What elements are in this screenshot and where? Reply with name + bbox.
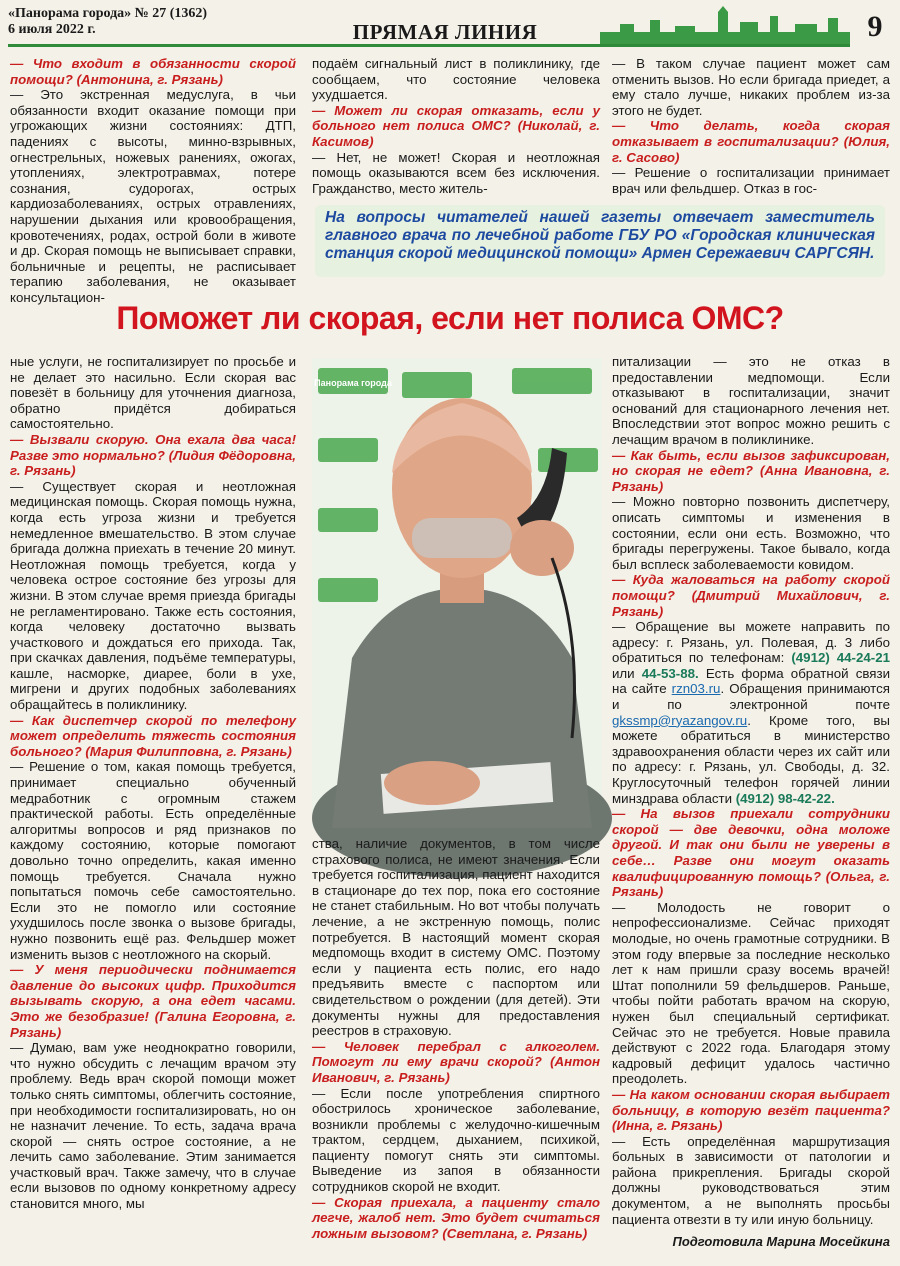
article-headline: Поможет ли скорая, если нет полиса ОМС? bbox=[116, 300, 784, 336]
answer: — Можно повторно позвонить диспетчеру, описать симптомы и изменения в состоянии, если они есть. Возможно, что бригады перегружены. Такое бывало, когда был всплеск заболеваемости ковидом. bbox=[612, 494, 890, 572]
issue-date: 6 июля 2022 г. bbox=[8, 22, 96, 37]
question: — Может ли скорая отказать, если у больного нет полиса ОМС? (Николай, г. Касимов) bbox=[312, 102, 600, 149]
email-link: gkssmp@ryazangov.ru bbox=[612, 712, 748, 728]
question: — Вызвали скорую. Она ехала два часа! Разве это нормально? (Лидия Фёдоровна, г. Рязань) bbox=[10, 431, 296, 479]
answer: — Если после употребления спиртного обострилось хроническое заболевание, возникли проблемы с желудочно-кишечным трактом, сердцем, дыханием, психикой, пациенту помогут снять эти симптомы. Выведение из запоя в обязанности сотрудников скорой не входит. bbox=[312, 1085, 600, 1195]
newspaper-issue: «Панорама города» № 27 (1362) bbox=[8, 6, 208, 21]
column-2-top bbox=[312, 56, 600, 206]
city-skyline-icon bbox=[600, 6, 850, 46]
answer: ства, наличие документов, в том числе страхового полиса, не имеют значения. Если требуется госпитализация, пациент находится в стационаре до тех пор, пока его состояние не станет стабильным. Но вот чтобы получать лечение, а не экстренную помощь, полис потребуется. В настоящий момент скорая медпомощь входит в систему ОМС. Поэтому если у пациента есть полис, его надо предъявить вместе с паспортом или свидетельством о рождении (для детей). Эти документы нужны для предоставления реестров в страховую. bbox=[312, 836, 600, 1039]
answer: — Нет, не может! Скорая и неотложная помощь оказываются всем без исключения. Гражданство, место житель- bbox=[312, 149, 600, 196]
question: — Скорая приехала, а пациенту стало легче, жалоб нет. Это будет считаться ложным вызовом? (Светлана, г. Рязань) bbox=[312, 1194, 600, 1241]
column-1-top bbox=[10, 56, 296, 305]
question: — Что делать, когда скорая отказывает в госпитализации? (Юлия, г. Сасово) bbox=[612, 118, 890, 165]
masthead-info bbox=[8, 6, 278, 38]
phone-number: 44-53-88. bbox=[641, 665, 699, 681]
phone-number: (4912) 44-24-21 bbox=[791, 650, 890, 666]
column-1 bbox=[10, 354, 296, 1246]
interviewee-photo bbox=[312, 358, 602, 828]
byline: Подготовила Марина Мосейкина bbox=[672, 1234, 890, 1249]
answer: — Это экстренная медуслуга, в чьи обязанности входит оказание помощи при угрожающих жизни состояниях: ДТП, падениях с высоты, минно-взрывных, огнестрельных, ножевых ранениях, ожогах, утоплениях, электротравмах, потере сознания, судорогах, острых кардиозаболеваниях, острых отравлениях, нарушении дыхания или кровообращения, кровотечениях, родах, острой боли в животе и др. Скорая помощь не выписывает справки, больничные и рецепты, не расписывает терапию заболевания, не оказывает консультацион- bbox=[10, 87, 296, 305]
question: — На вызов приехали сотрудники скорой — две девочки, одна моложе другой. И так они были не уверены в себе… Разве они могут оказать квалифицированную помощь? (Ольга, г. Рязань) bbox=[612, 806, 890, 900]
phone-number: (4912) 98-42-22. bbox=[735, 790, 835, 806]
column-3 bbox=[612, 354, 890, 1230]
question: — На каком основании скорая выбирает больницу, в которую везёт пациента? (Инна, г. Рязань) bbox=[612, 1086, 890, 1134]
answer: — Есть определённая маршрутизация больных в зависимости от патологии и района прикрепления. Бригады скорой должны руководствоваться этим документом, а не выполнять просьбы пациента отвезти в ту или иную больницу. bbox=[612, 1133, 890, 1227]
answer: — В таком случае пациент может сам отменить вызов. Но если бригада приедет, а ему стало лучше, никаких проблем из-за этого не будет. bbox=[612, 56, 890, 118]
answer: — Существует скорая и неотложная медицинская помощь. Скорая помощь нужна, когда есть угроза жизни и требуется немедленное вмешательство. В этом случае бригада должна приехать в течение 20 минут. Неотложная помощь требуется, когда у человека острое состояние без угрозы для жизни. В этом случае время приезда бригады не регламентировано. Также есть состояния, когда человеку достаточно вызвать участкового и дождаться его прихода. Так, при скачках давления, подъёме температуры, кашле, насморке, диарее, боли в ухе, мигрени и других подобных заболеваниях обращайтесь в поликлинику. bbox=[10, 478, 296, 713]
header-divider bbox=[8, 44, 850, 47]
answer: — Решение о том, какая помощь требуется, принимает специально обученный медработник с огромным стажем практической работы. Есть определённые алгоритмы вопросов и ряд признаков по каждому состоянию, которые помогают довольно точно определить, какая именно помощь требуется. Сначала нужно попытаться помочь себе самостоятельно. Если это не помогло или состояние ухудшилось после звонка о вызове бригады, нужно позвонить ещё раз. Фельдшер может изменить вызов с неотложного на скорый. bbox=[10, 759, 296, 962]
website-link: rzn03.ru bbox=[671, 681, 721, 697]
question: — Куда жаловаться на работу скорой помощи? (Дмитрий Михайлович, г. Рязань) bbox=[612, 572, 890, 619]
question: — Как быть, если вызов зафиксирован, но скорая не едет? (Анна Ивановна, г. Рязань) bbox=[612, 447, 890, 494]
answer: ные услуги, не госпитализирует по просьбе и не делает это насильно. Если скорая вас повезёт в больницу для уточнения диагноза, обратно придётся добираться самостоятельно. bbox=[10, 354, 296, 432]
page-number: 9 bbox=[867, 10, 883, 43]
answer: — Молодость не говорит о непрофессионализме. Сейчас приходят молодые, но очень грамотные сотрудники. В этом году впервые за последние несколько лет к нам пришли сразу восемь врачей! Штат пополнили 59 фельдшеров. Раньше, чтобы пойти работать врачом на скорую, нужен был специальный сертификат. Сейчас это не требуется. Новые правила действуют с 2022 года. Благодаря этому кадровый дефицит удалось частично преодолеть. bbox=[612, 899, 890, 1087]
column-2 bbox=[312, 836, 600, 1250]
intro-box: На вопросы читателей нашей газеты отвечает заместитель главного врача по лечебной работе ГБУ РО «Городская клиническая станция скорой медицинской помощи» Армен Сережаевич САРГСЯН. bbox=[315, 205, 885, 277]
column-3-top bbox=[612, 56, 890, 206]
backdrop-text: Панорама города bbox=[314, 378, 392, 388]
question: — Что входит в обязанности скорой помощи? (Антонина, г. Рязань) bbox=[10, 56, 296, 87]
section-title: ПРЯМАЯ ЛИНИЯ bbox=[352, 20, 538, 44]
answer-contacts: — Обращение вы можете направить по адресу: г. Рязань, ул. Полевая, д. 3 либо обратиться по телефонам: (4912) 44-24-21 или 44-53-88. Есть форма обратной связи на сайте rzn03.ru. Обращения принимаются и по электронной почте gkssmp@ryazangov.ru. Кроме того, вы можете обратиться в министерство здравоохранения области через их сайт или по адресу: г. Рязань, ул. Свободы, д. 32. Круглосуточный телефон горячей линии минздрава области (4912) 98-42-22. bbox=[612, 619, 890, 806]
answer: питализации — это не отказ в предоставлении медпомощи. Если отказывают в госпитализации, значит оснований для стационарного лечения нет. Впоследствии этот вопрос можно решить с лечащим врачом в поликлинике. bbox=[612, 354, 890, 447]
answer: — Решение о госпитализации принимает врач или фельдшер. Отказ в гос- bbox=[612, 165, 890, 196]
question: — У меня периодически поднимается давление до высоких цифр. Приходится вызывать скорую, а она едет часами. Это же безобразие! (Галина Егоровна, г. Рязань) bbox=[10, 962, 296, 1040]
answer: — Думаю, вам уже неоднократно говорили, что нужно обсудить с лечащим врачом эту проблему. Ведь врач скорой помощи может только снять симптомы, облегчить состояние, при необходимости госпитализировать, но он не назначит лечение. То есть, задача врача скорой — снять острое состояние, а не лечить само заболевание. Этим занимается участковый врач. Также замечу, что в случае если вызовов по одному конкретному адресу становится много, мы bbox=[10, 1040, 296, 1212]
question: — Человек перебрал с алкоголем. Помогут ли ему врачи скорой? (Антон Иванович, г. Рязань) bbox=[312, 1038, 600, 1085]
question: — Как диспетчер скорой по телефону может определить тяжесть состояния больного? (Мария Филипповна, г. Рязань) bbox=[10, 712, 296, 759]
answer: подаём сигнальный лист в поликлинику, где сообщаем, что состояние человека ухудшается. bbox=[312, 56, 600, 103]
